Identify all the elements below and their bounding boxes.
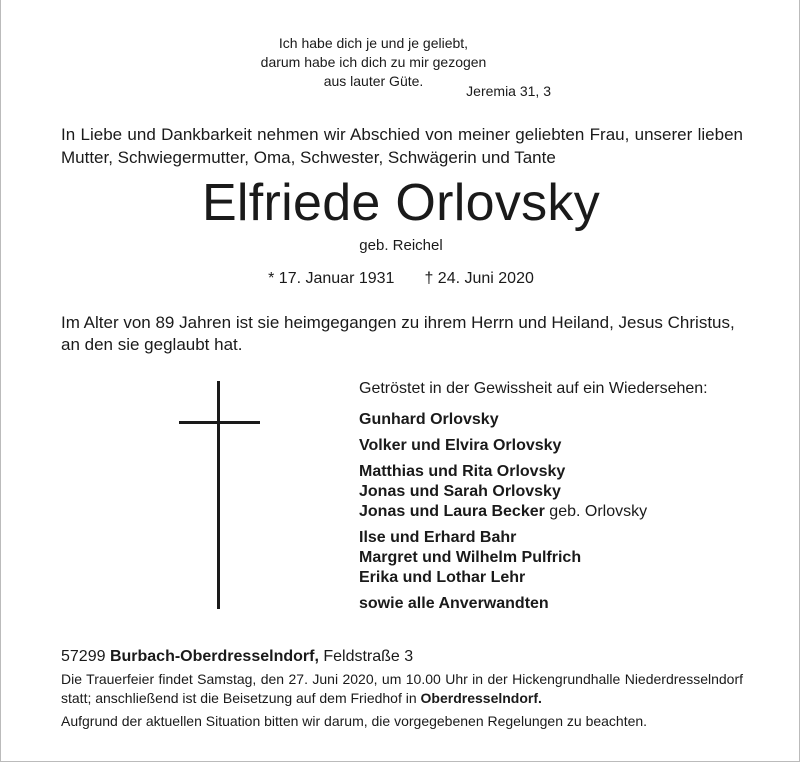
funeral-info	[61, 670, 743, 708]
birth-date: * 17. Januar 1931	[268, 270, 395, 287]
cross-symbol-vertical	[217, 381, 220, 609]
notice-text: Aufgrund der aktuellen Situation bitten wir darum, die vorgegebenen Regelungen zu beachten.	[61, 713, 648, 729]
funeral-place: Oberdresselndorf.	[420, 690, 542, 706]
mourner-name: Jonas und Sarah Orlovsky	[359, 483, 561, 500]
mourner-group	[359, 462, 647, 522]
mourners-list	[359, 410, 647, 620]
mourner-suffix: geb. Orlovsky	[544, 503, 648, 520]
obituary-text: Im Alter von 89 Jahren ist sie heimgegangen zu ihrem Herrn und Heiland, Jesus Christus, an den sie geglaubt hat.	[61, 313, 735, 354]
deceased-name: Elfriede Orlovsky	[201, 174, 601, 232]
address-street: Feldstraße 3	[323, 648, 414, 665]
address-town: Burbach-Oberdresselndorf,	[109, 648, 319, 665]
death-date: † 24. Juni 2020	[424, 270, 534, 287]
funeral-text: Die Trauerfeier findet Samstag, den 27. Juni 2020, um 10.00 Uhr in der Hickengrundhalle Niederdresselndorf statt; anschließend ist die Beisetzung auf dem Friedhof in	[61, 671, 743, 706]
family-address	[61, 646, 413, 668]
mourner-entry	[359, 502, 647, 522]
mourner-group	[359, 528, 647, 588]
verse-line: Ich habe dich je und je geliebt,	[278, 35, 469, 51]
mourner-name: Gunhard Orlovsky	[359, 411, 499, 428]
mourner-group	[359, 436, 647, 456]
comfort-line: Getröstet in der Gewissheit auf ein Wiedersehen:	[359, 380, 708, 397]
intro-text: In Liebe und Dankbarkeit nehmen wir Abschied von meiner geliebten Frau, unserer lieben Mutter, Schwiegermutter, Oma, Schwester, Schwägerin und Tante	[61, 125, 743, 167]
mourner-name: Volker und Elvira Orlovsky	[359, 437, 562, 454]
mourner-group	[359, 594, 647, 614]
mourner-name: Ilse und Erhard Bahr	[359, 529, 517, 546]
mourner-name: Margret und Wilhelm Pulfrich	[359, 549, 582, 566]
mourner-closing: sowie alle Anverwandten	[359, 595, 549, 612]
maiden-name: geb. Reichel	[359, 237, 443, 254]
verse-line: aus lauter Güte.	[323, 73, 424, 89]
address-zip: 57299	[61, 648, 106, 665]
mourner-name: Matthias und Rita Orlovsky	[359, 463, 566, 480]
mourner-name: Erika und Lothar Lehr	[359, 569, 526, 586]
life-dates	[1, 268, 800, 290]
verse-line: darum habe ich dich zu mir gezogen	[260, 54, 487, 70]
mourner-name: Jonas und Laura Becker	[359, 503, 545, 520]
cross-symbol-horizontal	[179, 421, 260, 424]
verse-reference: Jeremia 31, 3	[466, 83, 551, 99]
mourner-group	[359, 410, 647, 430]
